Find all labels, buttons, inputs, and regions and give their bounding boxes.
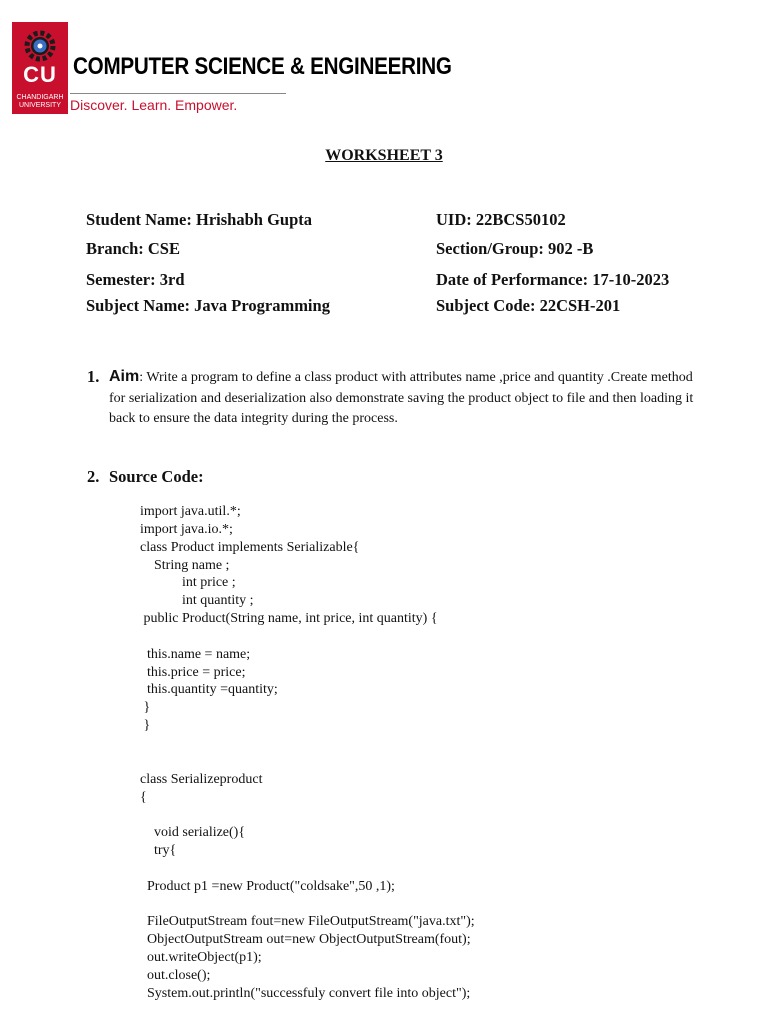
worksheet-title: WORKSHEET 3 xyxy=(325,147,443,164)
aim-text: : Write a program to define a class product with attributes name ,price and quantity .Create method for serialization and deserialization also demonstrate saving the product object to file and then loading it back to ensure the data integrity during the process. xyxy=(109,370,694,426)
logo-initials: CU xyxy=(23,62,57,87)
subject-code: Subject Code: 22CSH-201 xyxy=(436,296,621,315)
gear-emblem-icon xyxy=(22,28,58,64)
source-code-block: import java.util.*; import java.io.*; class Product implements Serializable{ String name ; int price ; int quantity ; public Product(String name, int price, int quantity) { this.name = name; this.price = price; this.quantity =quantity; } } class Serializeproduct { void serialize(){ try{ Product p1 =new Product("coldsake",50 ,1); FileOutputStream fout=new FileOutputStream("java.txt"); ObjectOutputStream out=new ObjectOutputStream(fout); out.writeObject(p1); out.close(); System.out.println("successfuly convert file into object"); xyxy=(140,504,475,1001)
source-code-heading: Source Code: xyxy=(109,467,204,486)
semester: Semester: 3rd xyxy=(86,270,185,289)
date-of-performance: Date of Performance: 17-10-2023 xyxy=(436,270,670,289)
university-logo xyxy=(12,22,68,114)
aim-section xyxy=(109,367,699,430)
source-code-number: 2. xyxy=(87,467,100,486)
department-title: COMPUTER SCIENCE & ENGINEERING xyxy=(73,53,452,80)
logo-university-name: CHANDIGARH UNIVERSITY xyxy=(16,94,64,109)
student-name: Student Name: Hrishabh Gupta xyxy=(86,210,312,229)
aim-number: 1. xyxy=(87,367,100,386)
subject-name: Subject Name: Java Programming xyxy=(86,296,330,315)
branch: Branch: CSE xyxy=(86,239,180,258)
student-uid: UID: 22BCS50102 xyxy=(436,210,566,229)
section-group: Section/Group: 902 -B xyxy=(436,239,594,258)
aim-label: Aim xyxy=(109,368,140,385)
header-divider xyxy=(70,93,286,94)
tagline: Discover. Learn. Empower. xyxy=(70,97,238,113)
